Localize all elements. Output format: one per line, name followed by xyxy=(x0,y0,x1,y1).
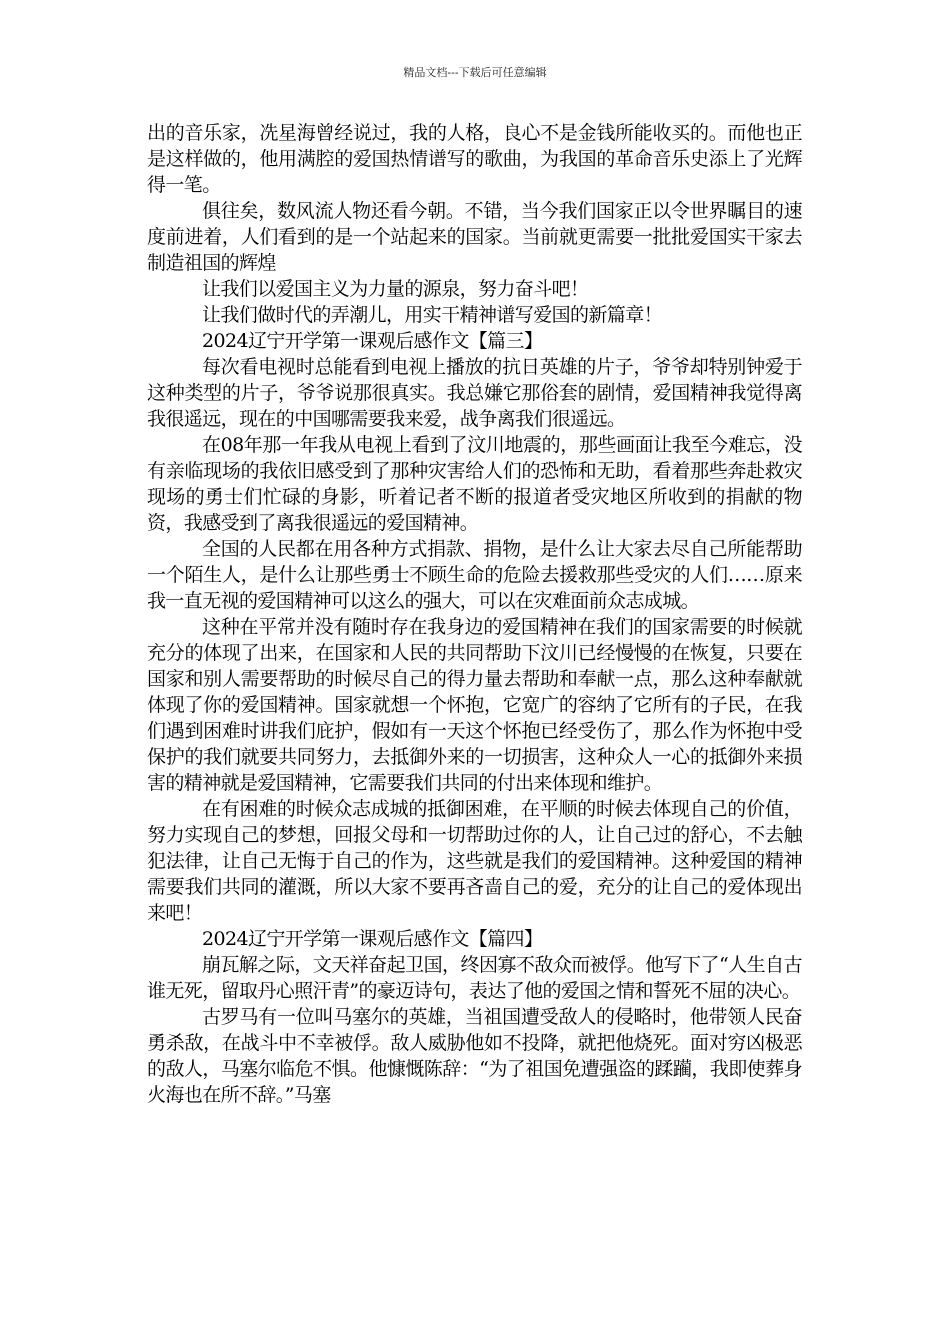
section-heading: 2024辽宁开学第一课观后感作文【篇四】 xyxy=(202,928,543,950)
paragraph: 这种在平常并没有随时存在我身边的爱国精神在我们的国家需要的时候就充分的体现了出来，在国家和人民的共同帮助下汶川已经慢慢的在恢复，只要在国家和别人需要帮助的时候尽自己的得力量去帮助和奉献一点，那么这种奉献就体现了你的爱国精神。国家就想一个怀抱，它宽广的容纳了它所有的子民，在我们遇到困难时讲我们庇护，假如有一天这个怀抱已经受伤了，那么作为怀抱中受保护的我们就要共同努力，去抵御外来的一切损害，这种众人一心的抵御外来损害的精神就是爱国精神，它需要我们共同的付出来体现和维护。 xyxy=(147,616,802,794)
section-heading: 2024辽宁开学第一课观后感作文【篇三】 xyxy=(202,330,543,352)
paragraph: 让我们以爱国主义为力量的源泉，努力奋斗吧！ xyxy=(202,278,589,300)
paragraph: 出的音乐家，冼星海曾经说过，我的人格，良心不是金钱所能收买的。而他也正是这样做的，他用满腔的爱国热情谱写的歌曲，为我国的革命音乐史添上了光辉得一笔。 xyxy=(147,122,802,196)
page-header: 精品文档---下载后可任意编辑 xyxy=(403,66,547,79)
paragraph: 在有困难的时候众志成城的抵御困难，在平顺的时候去体现自己的价值，努力实现自己的梦想，回报父母和一切帮助过你的人，让自己过的舒心，不去触犯法律，让自己无悔于自己的作为，这些就是我们的爱国精神。这种爱国的精神需要我们共同的灌溉，所以大家不要再吝啬自己的爱，充分的让自己的爱体现出来吧！ xyxy=(147,798,802,924)
paragraph: 全国的人民都在用各种方式捐款、捐物，是什么让大家去尽自己所能帮助一个陌生人，是什么让那些勇士不顾生命的危险去援救那些受灾的人们……原来我一直无视的爱国精神可以这么的强大，可以在灾难面前众志成城。 xyxy=(147,538,802,612)
paragraph: 每次看电视时总能看到电视上播放的抗日英雄的片子，爷爷却特别钟爱于这种类型的片子，爷爷说那很真实。我总嫌它那俗套的剧情，爱国精神我觉得离我很遥远，现在的中国哪需要我来爱，战争离我们很遥远。 xyxy=(147,356,802,430)
paragraph: 让我们做时代的弄潮儿，用实干精神谱写爱国的新篇章！ xyxy=(202,304,663,326)
document-body xyxy=(147,120,802,1108)
paragraph: 在08年那一年我从电视上看到了汶川地震的，那些画面让我至今难忘，没有亲临现场的我依旧感受到了那种灾害给人们的恐怖和无助，看着那些奔赴救灾现场的勇士们忙碌的身影，听着记者不断的报道者受灾地区所收到的捐献的物资，我感受到了离我很遥远的爱国精神。 xyxy=(147,434,802,534)
paragraph: 俱往矣，数风流人物还看今朝。不错，当今我们国家正以令世界瞩目的速度前进着，人们看到的是一个站起来的国家。当前就更需要一批批爱国实干家去制造祖国的辉煌 xyxy=(147,200,802,274)
paragraph: 古罗马有一位叫马塞尔的英雄，当祖国遭受敌人的侵略时，他带领人民奋勇杀敌，在战斗中不幸被俘。敌人威胁他如不投降，就把他烧死。面对穷凶极恶的敌人，马塞尔临危不惧。他慷慨陈辞：“为了祖国免遭强盗的蹂躏，我即使葬身火海也在所不辞。”马塞 xyxy=(147,1006,802,1106)
paragraph: 崩瓦解之际，文天祥奋起卫国，终因寡不敌众而被俘。他写下了“人生自古谁无死，留取丹心照汗青”的豪迈诗句，表达了他的爱国之情和誓死不屈的决心。 xyxy=(147,954,802,1002)
